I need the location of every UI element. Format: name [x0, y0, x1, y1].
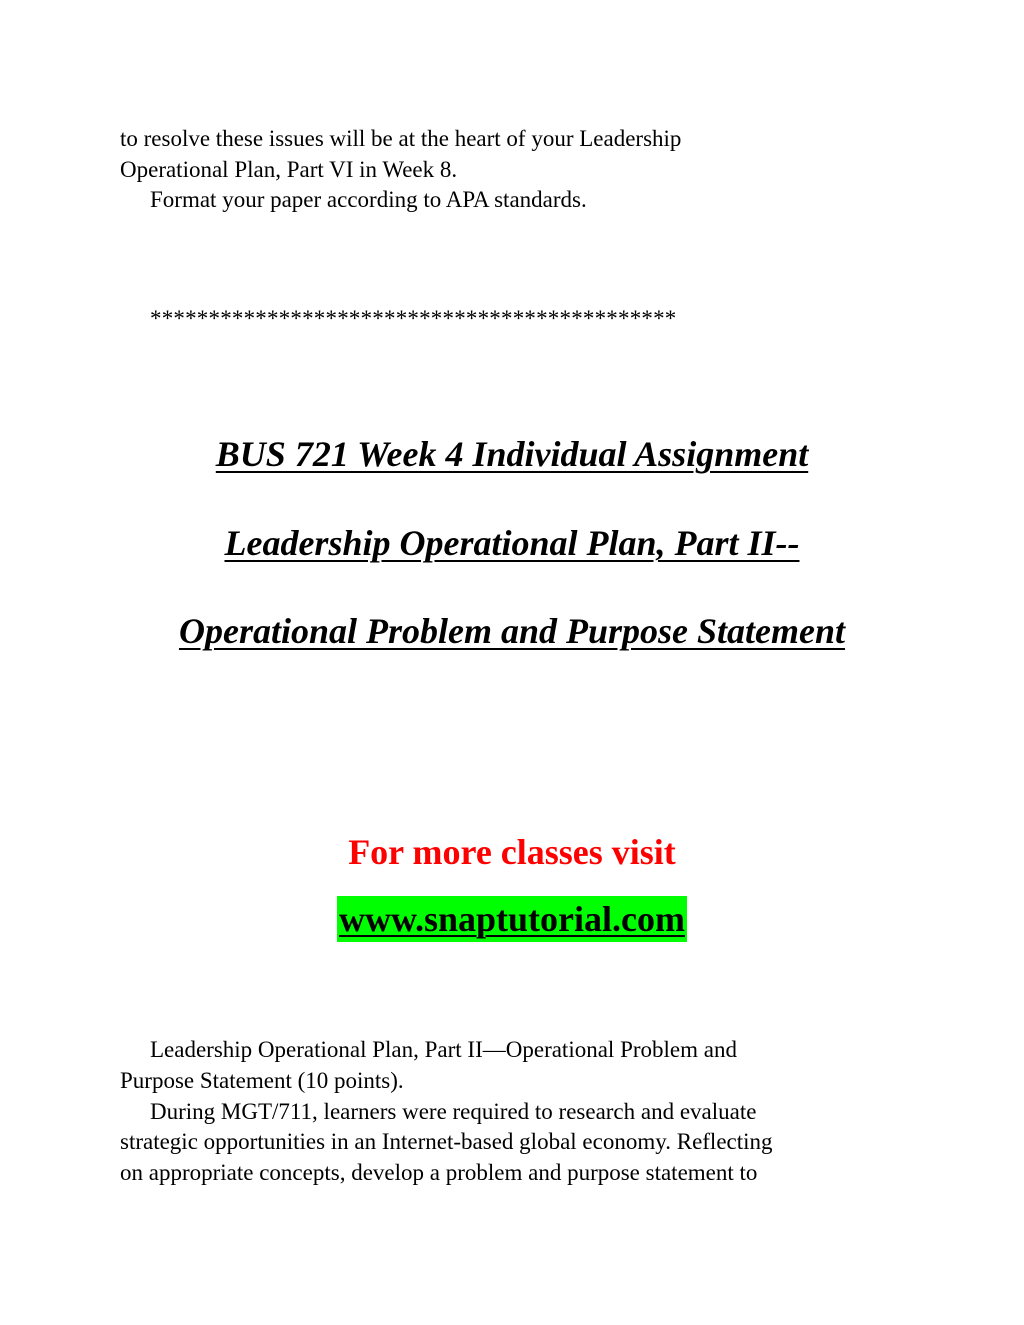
intro-line-1: to resolve these issues will be at the heart of your Leadership — [120, 126, 682, 151]
intro-line-2: Operational Plan, Part VI in Week 8. — [120, 157, 458, 182]
promo-link[interactable]: www.snaptutorial.com — [337, 896, 687, 942]
title-line-1: BUS 721 Week 4 Individual Assignment — [215, 434, 809, 474]
title-line-2: Leadership Operational Plan, Part II-- — [224, 523, 800, 563]
title-line-3: Operational Problem and Purpose Statement — [178, 611, 846, 651]
intro-line-3: Format your paper according to APA standards. — [150, 187, 587, 212]
promo-text: For more classes visit — [348, 832, 676, 872]
body-line-2: Purpose Statement (10 points). — [120, 1068, 404, 1093]
body-line-1: Leadership Operational Plan, Part II—Operational Problem and — [150, 1037, 737, 1062]
separator-stars: ********************************************* — [150, 306, 677, 331]
promo-link-wrap — [0, 896, 1024, 942]
body-line-3: During MGT/711, learners were required to research and evaluate — [150, 1099, 757, 1124]
body-line-4: strategic opportunities in an Internet-based global economy. Reflecting — [120, 1129, 773, 1154]
body-line-5: on appropriate concepts, develop a problem and purpose statement to — [120, 1160, 758, 1185]
